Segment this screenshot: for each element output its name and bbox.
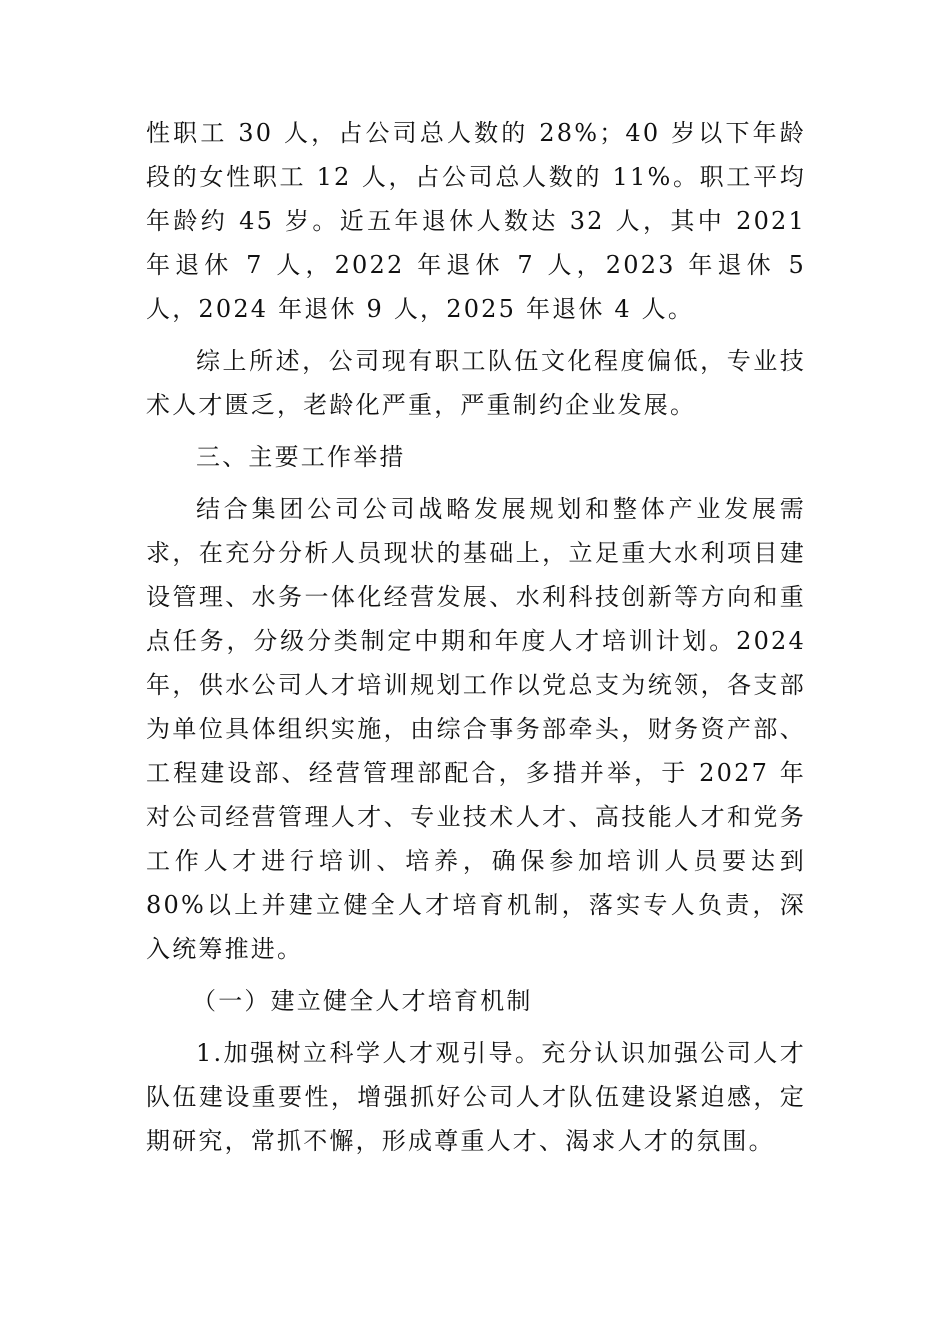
paragraph-talent-concept: 1.加强树立科学人才观引导。充分认识加强公司人才队伍建设重要性，增强抓好公司人才队伍建设紧迫感，定期研究，常抓不懈，形成尊重人才、渴求人才的氛围。 xyxy=(146,1039,806,1155)
paragraph-retirement-stats: 性职工 30 人，占公司总人数的 28%；40 岁以下年龄段的女性职工 12 人，占公司总人数的 11%。职工平均年龄约 45 岁。近五年退休人数达 32 人，其中 2021 年退休 7 人，2022 年退休 7 人，2023 年退休 5 人，2024 年退休 9 人，2025 年退休 4 人。 xyxy=(146,119,806,323)
subsection-heading-talent-mechanism: （一）建立健全人才培育机制 xyxy=(192,987,533,1015)
section-heading-main-measures: 三、主要工作举措 xyxy=(196,443,406,471)
document-body xyxy=(146,111,806,1171)
paragraph-training-plan: 结合集团公司公司战略发展规划和整体产业发展需求，在充分分析人员现状的基础上，立足重大水利项目建设管理、水务一体化经营发展、水利科技创新等方向和重点任务，分级分类制定中期和年度人才培训计划。2024 年，供水公司人才培训规划工作以党总支为统领，各支部为单位具体组织实施，由综合事务部牵头，财务资产部、工程建设部、经营管理部配合，多措并举，于 2027 年对公司经营管理人才、专业技术人才、高技能人才和党务工作人才进行培训、培养，确保参加培训人员要达到 80%以上并建立健全人才培育机制，落实专人负责，深入统筹推进。 xyxy=(146,495,806,963)
paragraph-summary: 综上所述，公司现有职工队伍文化程度偏低，专业技术人才匮乏，老龄化严重，严重制约企业发展。 xyxy=(146,347,806,419)
